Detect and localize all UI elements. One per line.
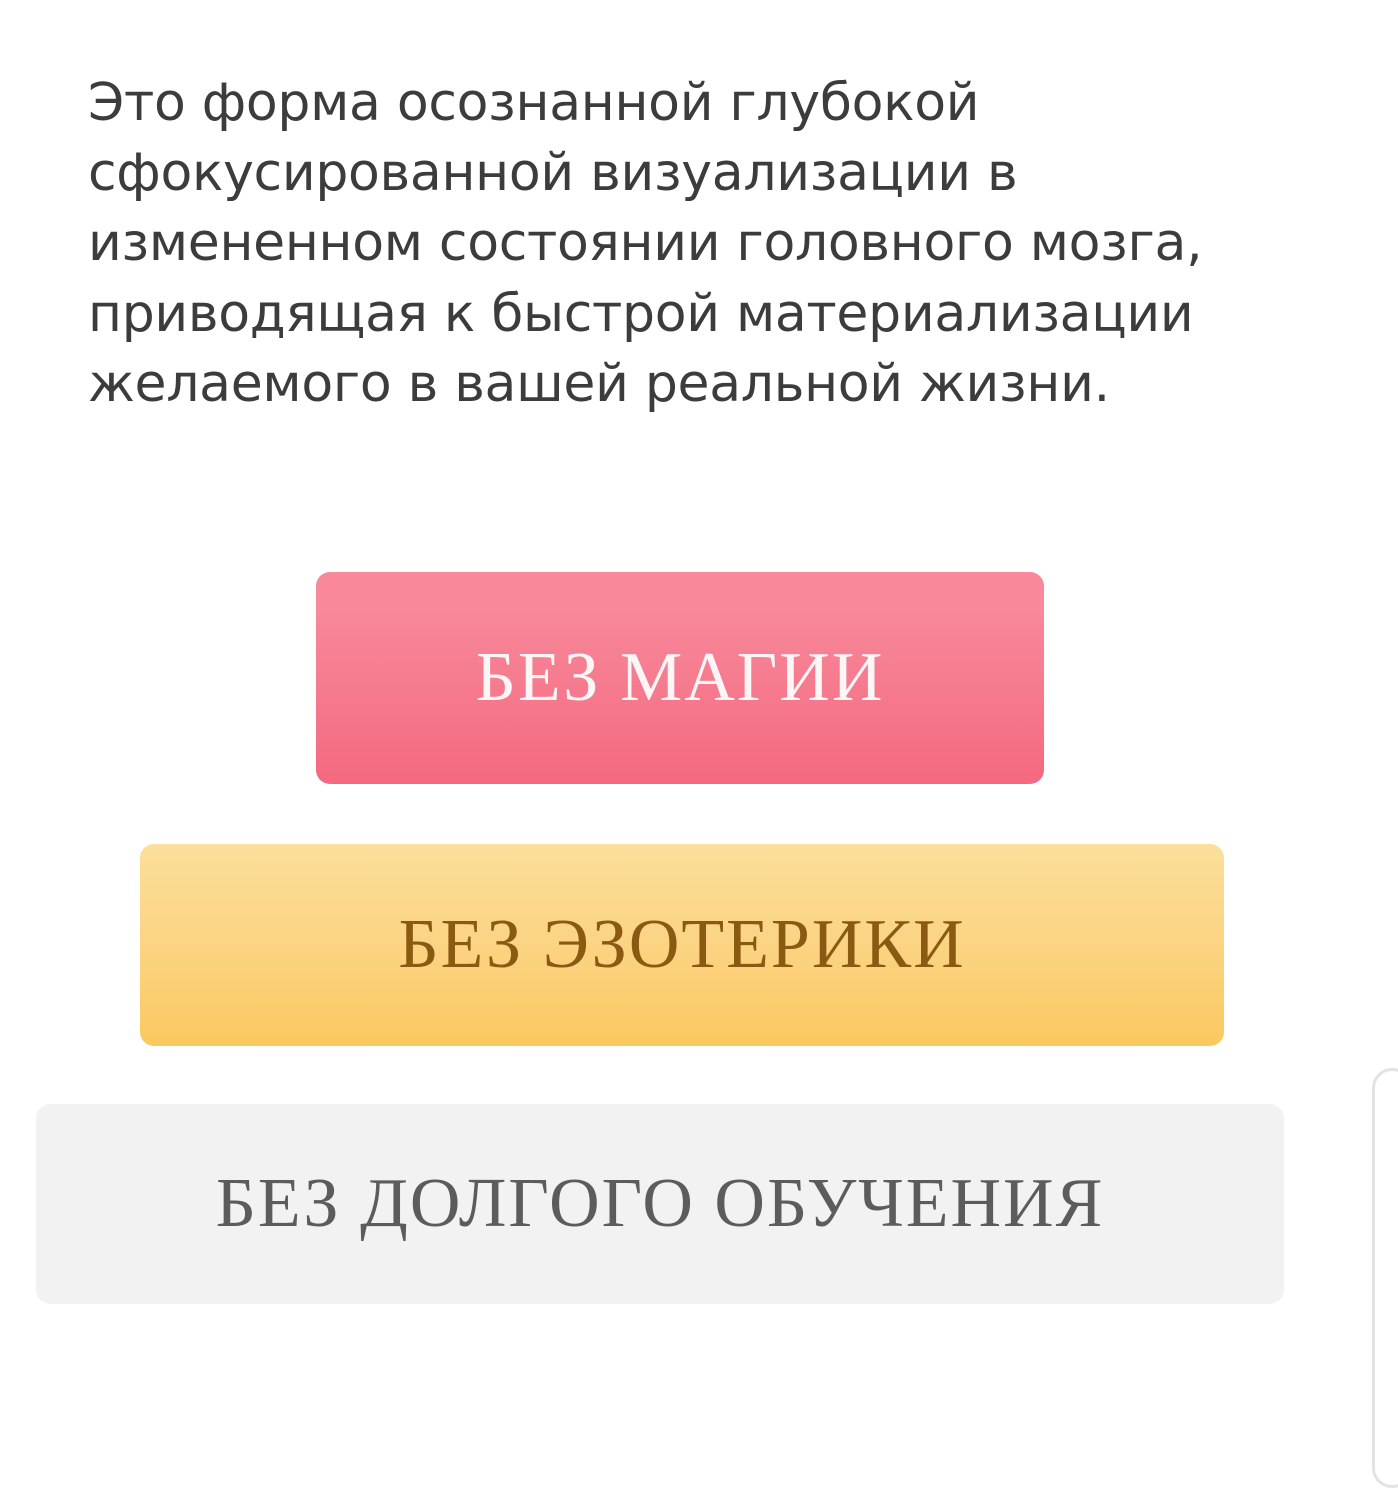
badge-label: БЕЗ ЭЗОТЕРИКИ: [398, 906, 966, 983]
badge-no-magic: [316, 572, 1044, 784]
badge-no-esoteric: [140, 844, 1224, 1046]
intro-paragraph: Это форма осознанной глубокой сфокусированной визуализации в измененном состоянии головного мозга, приводящая к быстрой материализации желаемого в вашей реальной жизни.: [88, 73, 1203, 414]
side-panel-edge: [1372, 1068, 1398, 1488]
badge-label: БЕЗ ДОЛГОГО ОБУЧЕНИЯ: [215, 1165, 1105, 1242]
badge-no-long-learning: [36, 1104, 1284, 1304]
badge-label: БЕЗ МАГИИ: [475, 639, 885, 716]
